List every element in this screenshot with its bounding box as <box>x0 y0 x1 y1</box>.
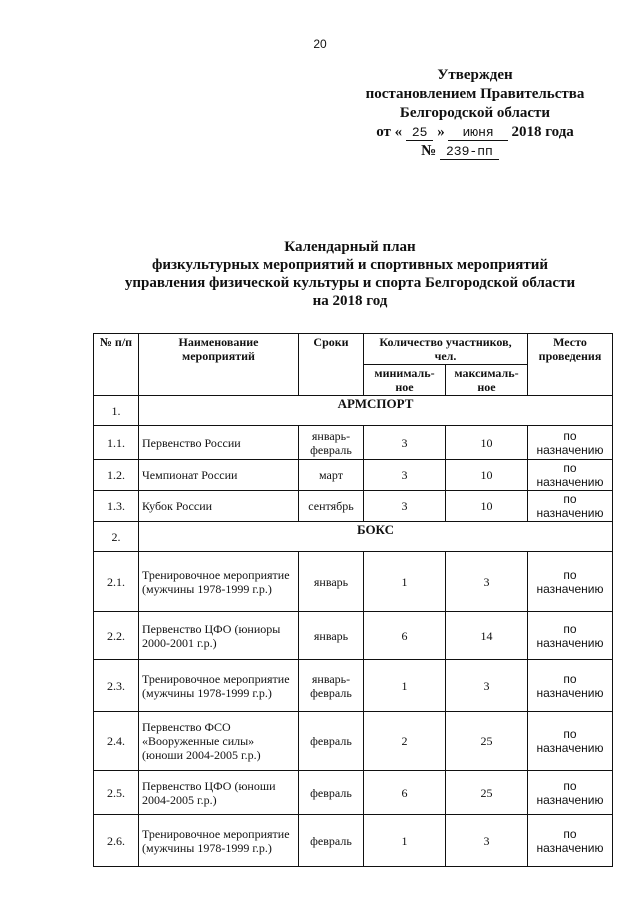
header-num: № п/п <box>94 334 139 396</box>
row-max: 3 <box>446 552 528 612</box>
row-name: Первенство ЦФО (юниоры 2000-2001 г.р.) <box>139 612 299 660</box>
page-number: 20 <box>313 37 327 51</box>
row-place: по назначению <box>528 660 613 712</box>
row-place: по назначению <box>528 426 613 460</box>
number-prefix: № <box>421 143 437 159</box>
date-year: 2018 года <box>511 124 574 140</box>
approval-date <box>340 123 610 142</box>
date-prefix: от « <box>376 124 403 140</box>
row-dates: март <box>299 460 364 491</box>
row-dates: январь-февраль <box>299 660 364 712</box>
row-number: 2.4. <box>94 712 139 771</box>
row-max: 10 <box>446 426 528 460</box>
row-max: 10 <box>446 491 528 522</box>
row-dates: январь-февраль <box>299 426 364 460</box>
table-row <box>94 426 613 460</box>
row-number: 1.2. <box>94 460 139 491</box>
table-row <box>94 491 613 522</box>
table-row <box>94 815 613 867</box>
row-number: 2.5. <box>94 771 139 815</box>
title-line-2: физкультурных мероприятий и спортивных мероприятий <box>151 257 549 273</box>
row-max: 14 <box>446 612 528 660</box>
row-max: 3 <box>446 815 528 867</box>
row-number: 2.1. <box>94 552 139 612</box>
row-name: Тренировочное мероприятие (мужчины 1978-1999 г.р.) <box>139 815 299 867</box>
title-line-4: на 2018 год <box>312 293 388 309</box>
table-row <box>94 612 613 660</box>
row-place: по назначению <box>528 460 613 491</box>
section-number: 1. <box>94 396 139 426</box>
row-min: 6 <box>364 612 446 660</box>
approval-line-2: постановлением Правительства <box>365 86 585 102</box>
row-max: 10 <box>446 460 528 491</box>
row-number: 2.6. <box>94 815 139 867</box>
row-min: 3 <box>364 491 446 522</box>
table-row <box>94 552 613 612</box>
title-line-1: Календарный план <box>284 239 416 255</box>
row-min: 1 <box>364 552 446 612</box>
decree-number: 239-пп <box>440 144 499 160</box>
section-title: АРМСПОРТ <box>139 396 613 426</box>
row-name: Кубок России <box>139 491 299 522</box>
row-place: по назначению <box>528 815 613 867</box>
row-name: Первенство ФСО «Вооруженные силы» (юноши 2004-2005 г.р.) <box>139 712 299 771</box>
section-title: БОКС <box>139 522 613 552</box>
row-dates: январь <box>299 612 364 660</box>
row-place: по назначению <box>528 612 613 660</box>
section-number: 2. <box>94 522 139 552</box>
row-min: 3 <box>364 426 446 460</box>
row-name: Чемпионат России <box>139 460 299 491</box>
table-row <box>94 460 613 491</box>
row-max: 25 <box>446 712 528 771</box>
row-dates: январь <box>299 552 364 612</box>
document-title <box>100 238 600 310</box>
header-max: максималь-ное <box>446 365 528 396</box>
row-dates: февраль <box>299 712 364 771</box>
approval-line-3: Белгородской области <box>399 105 551 121</box>
row-min: 3 <box>364 460 446 491</box>
row-min: 2 <box>364 712 446 771</box>
date-day: 25 <box>406 125 434 141</box>
row-min: 1 <box>364 660 446 712</box>
approval-number <box>340 142 610 161</box>
row-place: по назначению <box>528 771 613 815</box>
row-min: 1 <box>364 815 446 867</box>
title-line-3: управления физической культуры и спорта Белгородской области <box>124 275 576 291</box>
date-mid: » <box>437 124 445 140</box>
header-participants: Количество участников, чел. <box>364 334 528 365</box>
table-row <box>94 660 613 712</box>
row-place: по назначению <box>528 712 613 771</box>
row-place: по назначению <box>528 491 613 522</box>
row-dates: февраль <box>299 815 364 867</box>
row-number: 1.3. <box>94 491 139 522</box>
row-dates: сентябрь <box>299 491 364 522</box>
row-dates: февраль <box>299 771 364 815</box>
row-number: 1.1. <box>94 426 139 460</box>
row-max: 25 <box>446 771 528 815</box>
table-row <box>94 712 613 771</box>
row-min: 6 <box>364 771 446 815</box>
row-number: 2.3. <box>94 660 139 712</box>
date-month: июня <box>448 125 507 141</box>
row-place: по назначению <box>528 552 613 612</box>
header-min: минималь-ное <box>364 365 446 396</box>
header-name: Наименование мероприятий <box>139 334 299 396</box>
row-number: 2.2. <box>94 612 139 660</box>
events-table <box>93 333 613 867</box>
row-name: Тренировочное мероприятие (мужчины 1978-1999 г.р.) <box>139 660 299 712</box>
row-max: 3 <box>446 660 528 712</box>
approval-line-1: Утвержден <box>437 67 513 83</box>
table-row <box>94 771 613 815</box>
approval-block <box>340 66 610 161</box>
row-name: Первенство России <box>139 426 299 460</box>
header-dates: Сроки <box>299 334 364 396</box>
row-name: Тренировочное мероприятие (мужчины 1978-1999 г.р.) <box>139 552 299 612</box>
header-place: Место проведения <box>528 334 613 396</box>
row-name: Первенство ЦФО (юноши 2004-2005 г.р.) <box>139 771 299 815</box>
